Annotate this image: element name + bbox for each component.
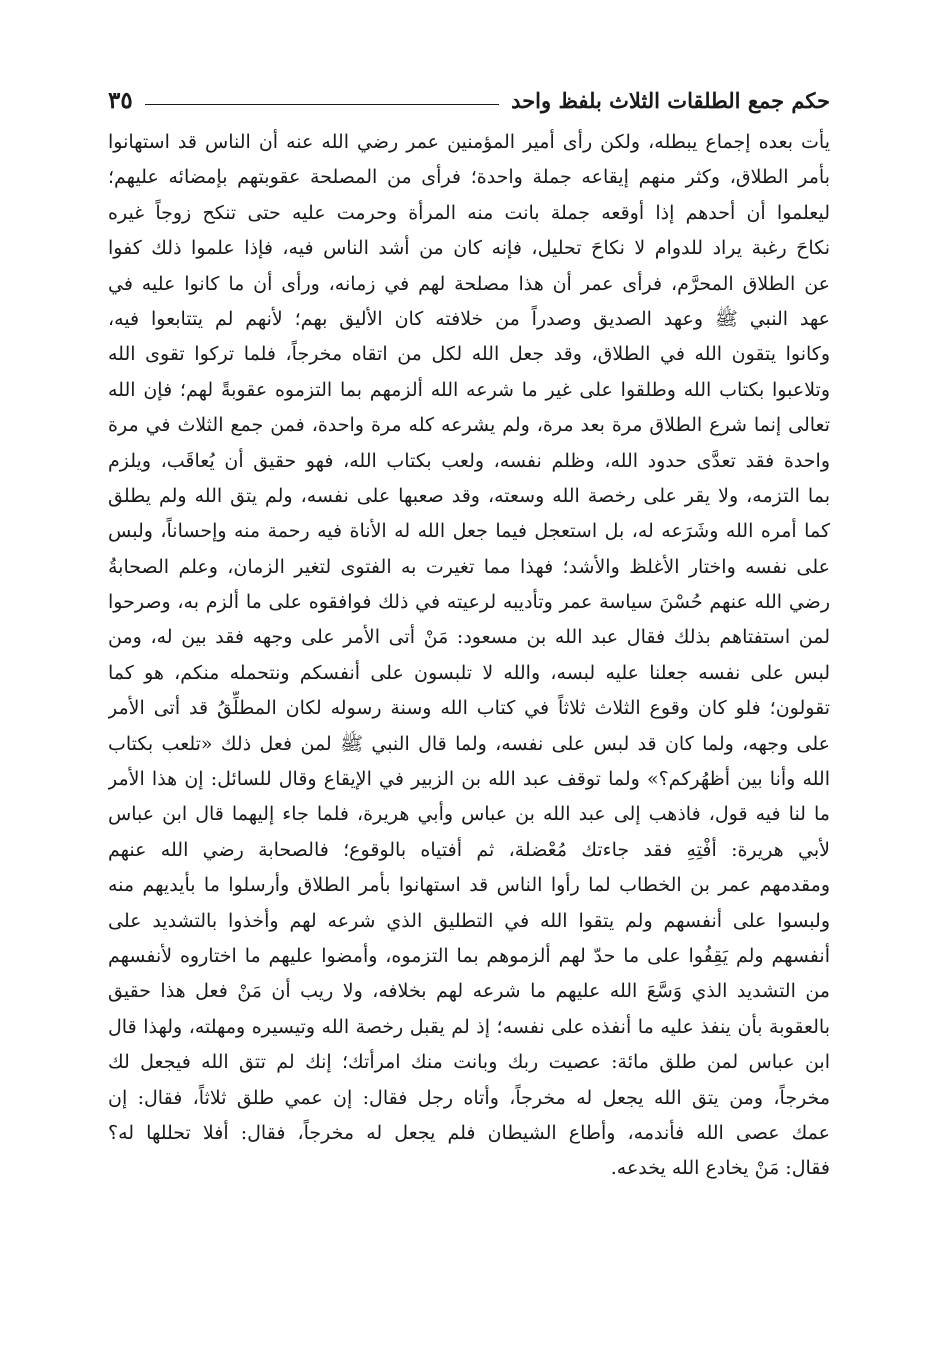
text-line: لأبي هريرة: أفْتِهِ فقد جاءتك مُعْضلة، ثم أفتياه بالوقوع؛ فالصحابة رضي الله عنهم: [108, 838, 830, 861]
running-header: [108, 80, 830, 120]
body-text: [108, 125, 830, 1187]
text-line: ولبسوا على أنفسهم ولم يتقوا الله في التطليق الذي شرعه لهم وأخذوا بالتشديد على: [108, 909, 830, 932]
text-line: تعالى إنما شرع الطلاق مرة بعد مرة، ولم يشرعه كله مرة واحدة، فمن جمع الثلاث في مرة: [108, 414, 830, 437]
text-line: عمك عصى الله فأندمه، وأطاع الشيطان فلم يجعل له مخرجاً، فقال: أفلا تحللها له؟: [108, 1121, 830, 1144]
text-line: مخرجاً، ومن يتق الله يجعل له مخرجاً، وأتاه رجل فقال: إن عمي طلق ثلاثاً، فقال: إن: [108, 1086, 830, 1109]
text-line: بالعقوبة بأن ينفذ عليه ما أنفذه على نفسه؛ إذ لم يقبل رخصة الله وتيسيره ومهلته، ولهذا قال: [108, 1015, 830, 1038]
text-line: ابن عباس لمن طلق مائة: عصيت ربك وبانت منك امرأتك؛ إنك لم تتق الله فيجعل لك: [108, 1051, 830, 1074]
text-line-last: فقال: مَنْ يخادع الله يخدعه.: [610, 1157, 830, 1180]
text-line: على وجهه، ولما كان قد لبس على نفسه، ولما قال النبي ﷺ لمن فعل ذلك «تلعب بكتاب: [108, 732, 830, 755]
text-line: رضي الله عنهم حُسْنَ سياسة عمر وتأديبه لرعيته في ذلك فوافقوه على ما ألزم به، وصرحوا: [108, 591, 830, 614]
text-line: عن الطلاق المحرَّم، فرأى عمر أن هذا مصلحة لهم في زمانه، ورأى أن ما كانوا عليه في: [108, 272, 830, 295]
page-number: ٣٥: [108, 86, 133, 114]
text-line: واحدة فقد تعدَّى حدود الله، وظلم نفسه، ولعب بكتاب الله، فهو حقيق أن يُعاقَب، ويلزم: [108, 449, 830, 472]
text-line: عهد النبي ﷺ وعهد الصديق وصدراً من خلافته كان الأليق بهم؛ لأنهم لم يتتابعوا فيه،: [108, 307, 830, 330]
running-header-title: حكم جمع الطلقات الثلاث بلفظ واحد: [511, 87, 830, 113]
text-line: يأت بعده إجماع يبطله، ولكن رأى أمير المؤمنين عمر رضي الله عنه أن الناس قد استهانوا: [108, 131, 830, 153]
text-line: لمن استفتاهم بذلك فقال عبد الله بن مسعود: مَنْ أتى الأمر على وجهه فقد بين له، ومن: [108, 626, 830, 649]
text-line: وكانوا يتقون الله في الطلاق، وقد جعل الله لكل من اتقاه مخرجاً، فلما تركوا تقوى الله: [108, 343, 830, 366]
text-line: بأمر الطلاق، وكثر منهم إيقاعه جملة واحدة؛ فرأى من المصلحة عقوبتهم بإمضائه عليهم؛: [108, 166, 830, 189]
text-line: من التشديد الذي وَسَّعَ الله عليهم ما شرعه لهم بخلافه، ولا ريب أن مَنْ فعل هذا حقيق: [108, 980, 830, 1003]
text-line: على نفسه واختار الأغلظ والأشد؛ فهذا مما تغيرت به الفتوى لتغير الزمان، وعلم الصحابةُ: [108, 555, 830, 578]
text-line: ليعلموا أن أحدهم إذا أوقعه جملة بانت منه المرأة وحرمت عليه حتى تنكح زوجاً غيره: [108, 201, 830, 224]
text-line: الله وأنا بين أظهُركم؟» ولما توقف عبد الله بن الزبير في الإيقاع وقال للسائل: إن هذا الأمر: [108, 768, 830, 791]
text-line: ما لنا فيه قول، فاذهب إلى عبد الله بن عباس وأبي هريرة، فلما جاء إليهما قال ابن عباس: [108, 803, 830, 826]
text-line: نكاحَ رغبة يراد للدوام لا نكاحَ تحليل، فإنه كان من أشد الناس فيه، فإذا علموا ذلك كفوا: [108, 237, 830, 260]
text-line: أنفسهم ولم يَقِفُوا على ما حدّ لهم ألزموهم بما التزموه، وأمضوا عليهم ما اختاروه لأنفسهم: [108, 944, 830, 967]
text-line: كما أمره الله وشَرَعه له، بل استعجل فيما جعل الله له الأناة فيه رحمة منه وإحساناً، ولبس: [108, 520, 830, 543]
text-line: وتلاعبوا بكتاب الله وطلقوا على غير ما شرعه الله ألزمهم بما التزموه عقوبةً لهم؛ فإن الله: [108, 378, 830, 401]
header-rule: [145, 104, 499, 105]
text-line: ومقدمهم عمر بن الخطاب لما رأوا الناس قد استهانوا بأمر الطلاق وأرسلوا ما بأيديهم منه: [108, 874, 830, 897]
text-line: بما التزمه، ولا يقر على رخصة الله وسعته، وقد صعبها على نفسه، ولم يتق الله ولم يطلق: [108, 484, 830, 507]
text-line: تقولون؛ فلو كان وقوع الثلاث ثلاثاً في كتاب الله وسنة رسوله لكان المطلِّقُ قد أتى الأمر: [108, 697, 830, 720]
text-line: لبس على نفسه جعلنا عليه لبسه، والله لا تلبسون على أنفسكم ونتحمله منكم، هو كما: [108, 661, 830, 684]
